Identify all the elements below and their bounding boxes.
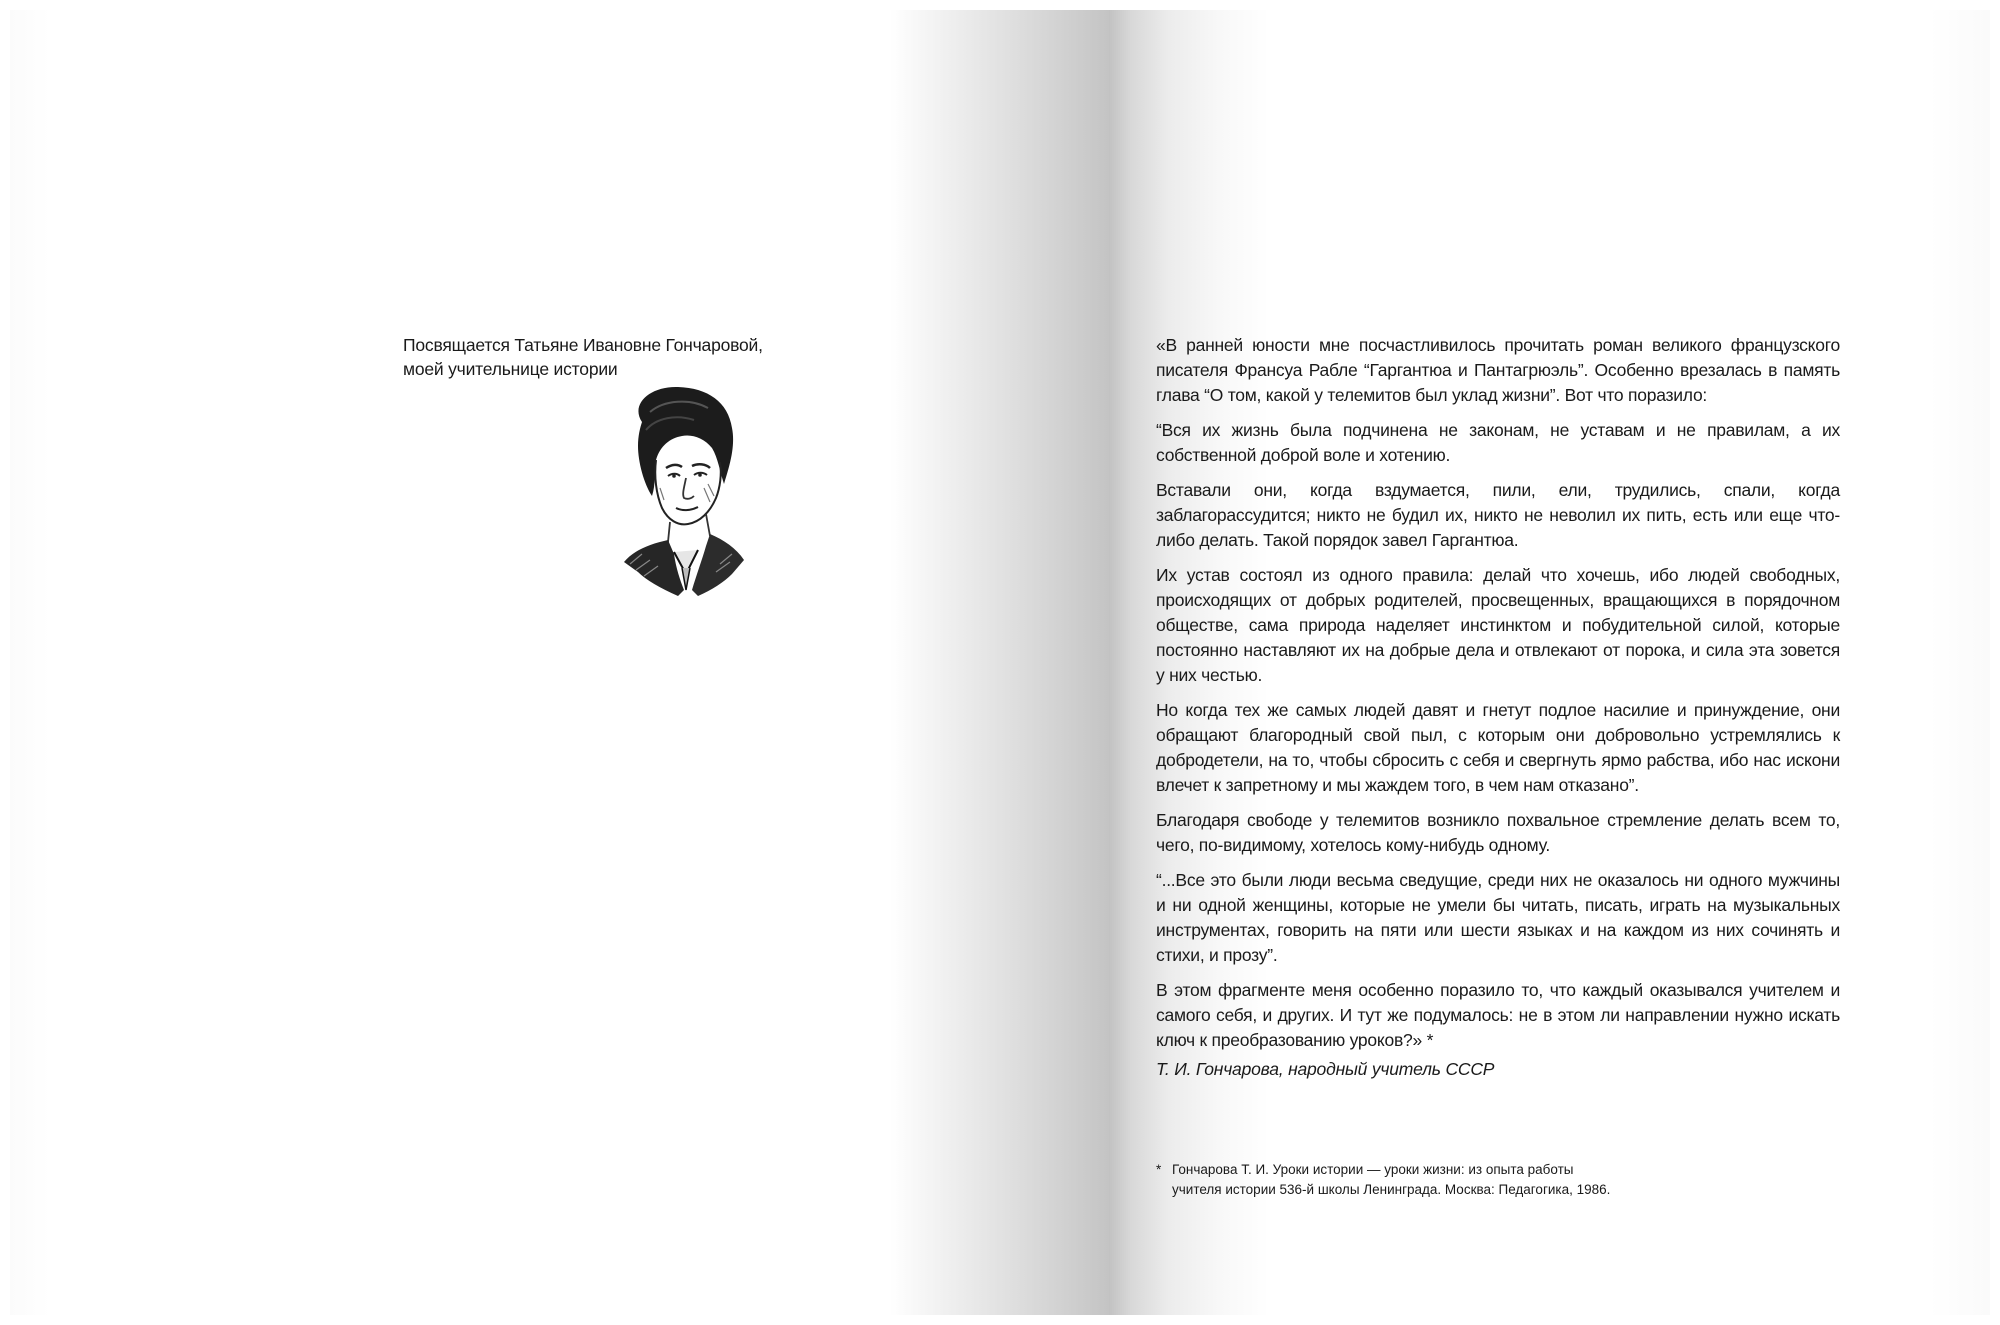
quote-paragraph-3: Вставали они, когда вздумается, пили, ели, трудились, спали, когда заблагорассудится; никто не будил их, никто не неволил их пить, есть или еще что-либо делать. Такой порядок завел Гаргантюа. <box>1156 480 1840 550</box>
dedication <box>403 333 783 381</box>
quote-block <box>1156 333 1840 1063</box>
quote-paragraph-8: В этом фрагменте меня особенно поразило то, что каждый оказывался учителем и самого себя, и других. И тут же подумалось: не в этом ли направлении нужно искать ключ к преобразованию уроков?» * <box>1156 980 1840 1050</box>
footnote-mark: * <box>1156 1162 1162 1177</box>
footnote <box>1156 1160 1716 1200</box>
footnote-line-2: учителя истории 536-й школы Ленинграда. Москва: Педагогика, 1986. <box>1172 1182 1611 1197</box>
quote-paragraph-6: Благодаря свободе у телемитов возникло похвальное стремление делать всем то, чего, по-видимому, хотелось кому-нибудь одному. <box>1156 810 1840 855</box>
quote-author: Т. И. Гончарова, народный учитель СССР <box>1156 1059 1495 1079</box>
portrait-sketch-icon <box>620 384 750 600</box>
quote-paragraph-1: «В ранней юности мне посчастливилось прочитать роман великого французского писателя Франсуа Рабле “Гаргантюа и Пантагрюэль”. Особенно врезалась в память глава “О том, какой у телемитов был уклад жизни”. Вот что поразило: <box>1156 335 1840 405</box>
quote-paragraph-2: “Вся их жизнь была подчинена не законам, не уставам и не правилам, а их собственной доброй воле и хотению. <box>1156 420 1840 465</box>
quote-paragraph-5: Но когда тех же самых людей давят и гнетут подлое насилие и принуждение, они обращают благородный свой пыл, с которым они добровольно устремлялись к добродетели, на то, чтобы сбросить с себя и свергнуть ярмо рабства, ибо нас искони влечет к запретному и мы жаждем того, в чем нам отказано”. <box>1156 700 1840 795</box>
quote-paragraph-7: “...Все это были люди весьма сведущие, среди них не оказалось ни одного мужчины и ни одной женщины, которые не умели бы читать, писать, играть на музыкальных инструментах, говорить на пяти или шести языках и на каждом из них сочинять и стихи, и прозу”. <box>1156 870 1840 965</box>
footnote-line-1: Гончарова Т. И. Уроки истории — уроки жизни: из опыта работы <box>1172 1162 1574 1177</box>
dedication-line-2: моей учительнице истории <box>403 359 618 379</box>
left-page <box>10 10 1109 1315</box>
quote-paragraph-4: Их устав состоял из одного правила: делай что хочешь, ибо людей свободных, происходящих от добрых родителей, просвещенных, вращающихся в порядочном обществе, сама природа наделяет инстинктом и побудительной силой, которые постоянно наставляют их на добрые дела и отвлекают от порока, и сила эта зовется у них честью. <box>1156 565 1840 685</box>
dedication-line-1: Посвящается Татьяне Ивановне Гончаровой, <box>403 335 763 355</box>
